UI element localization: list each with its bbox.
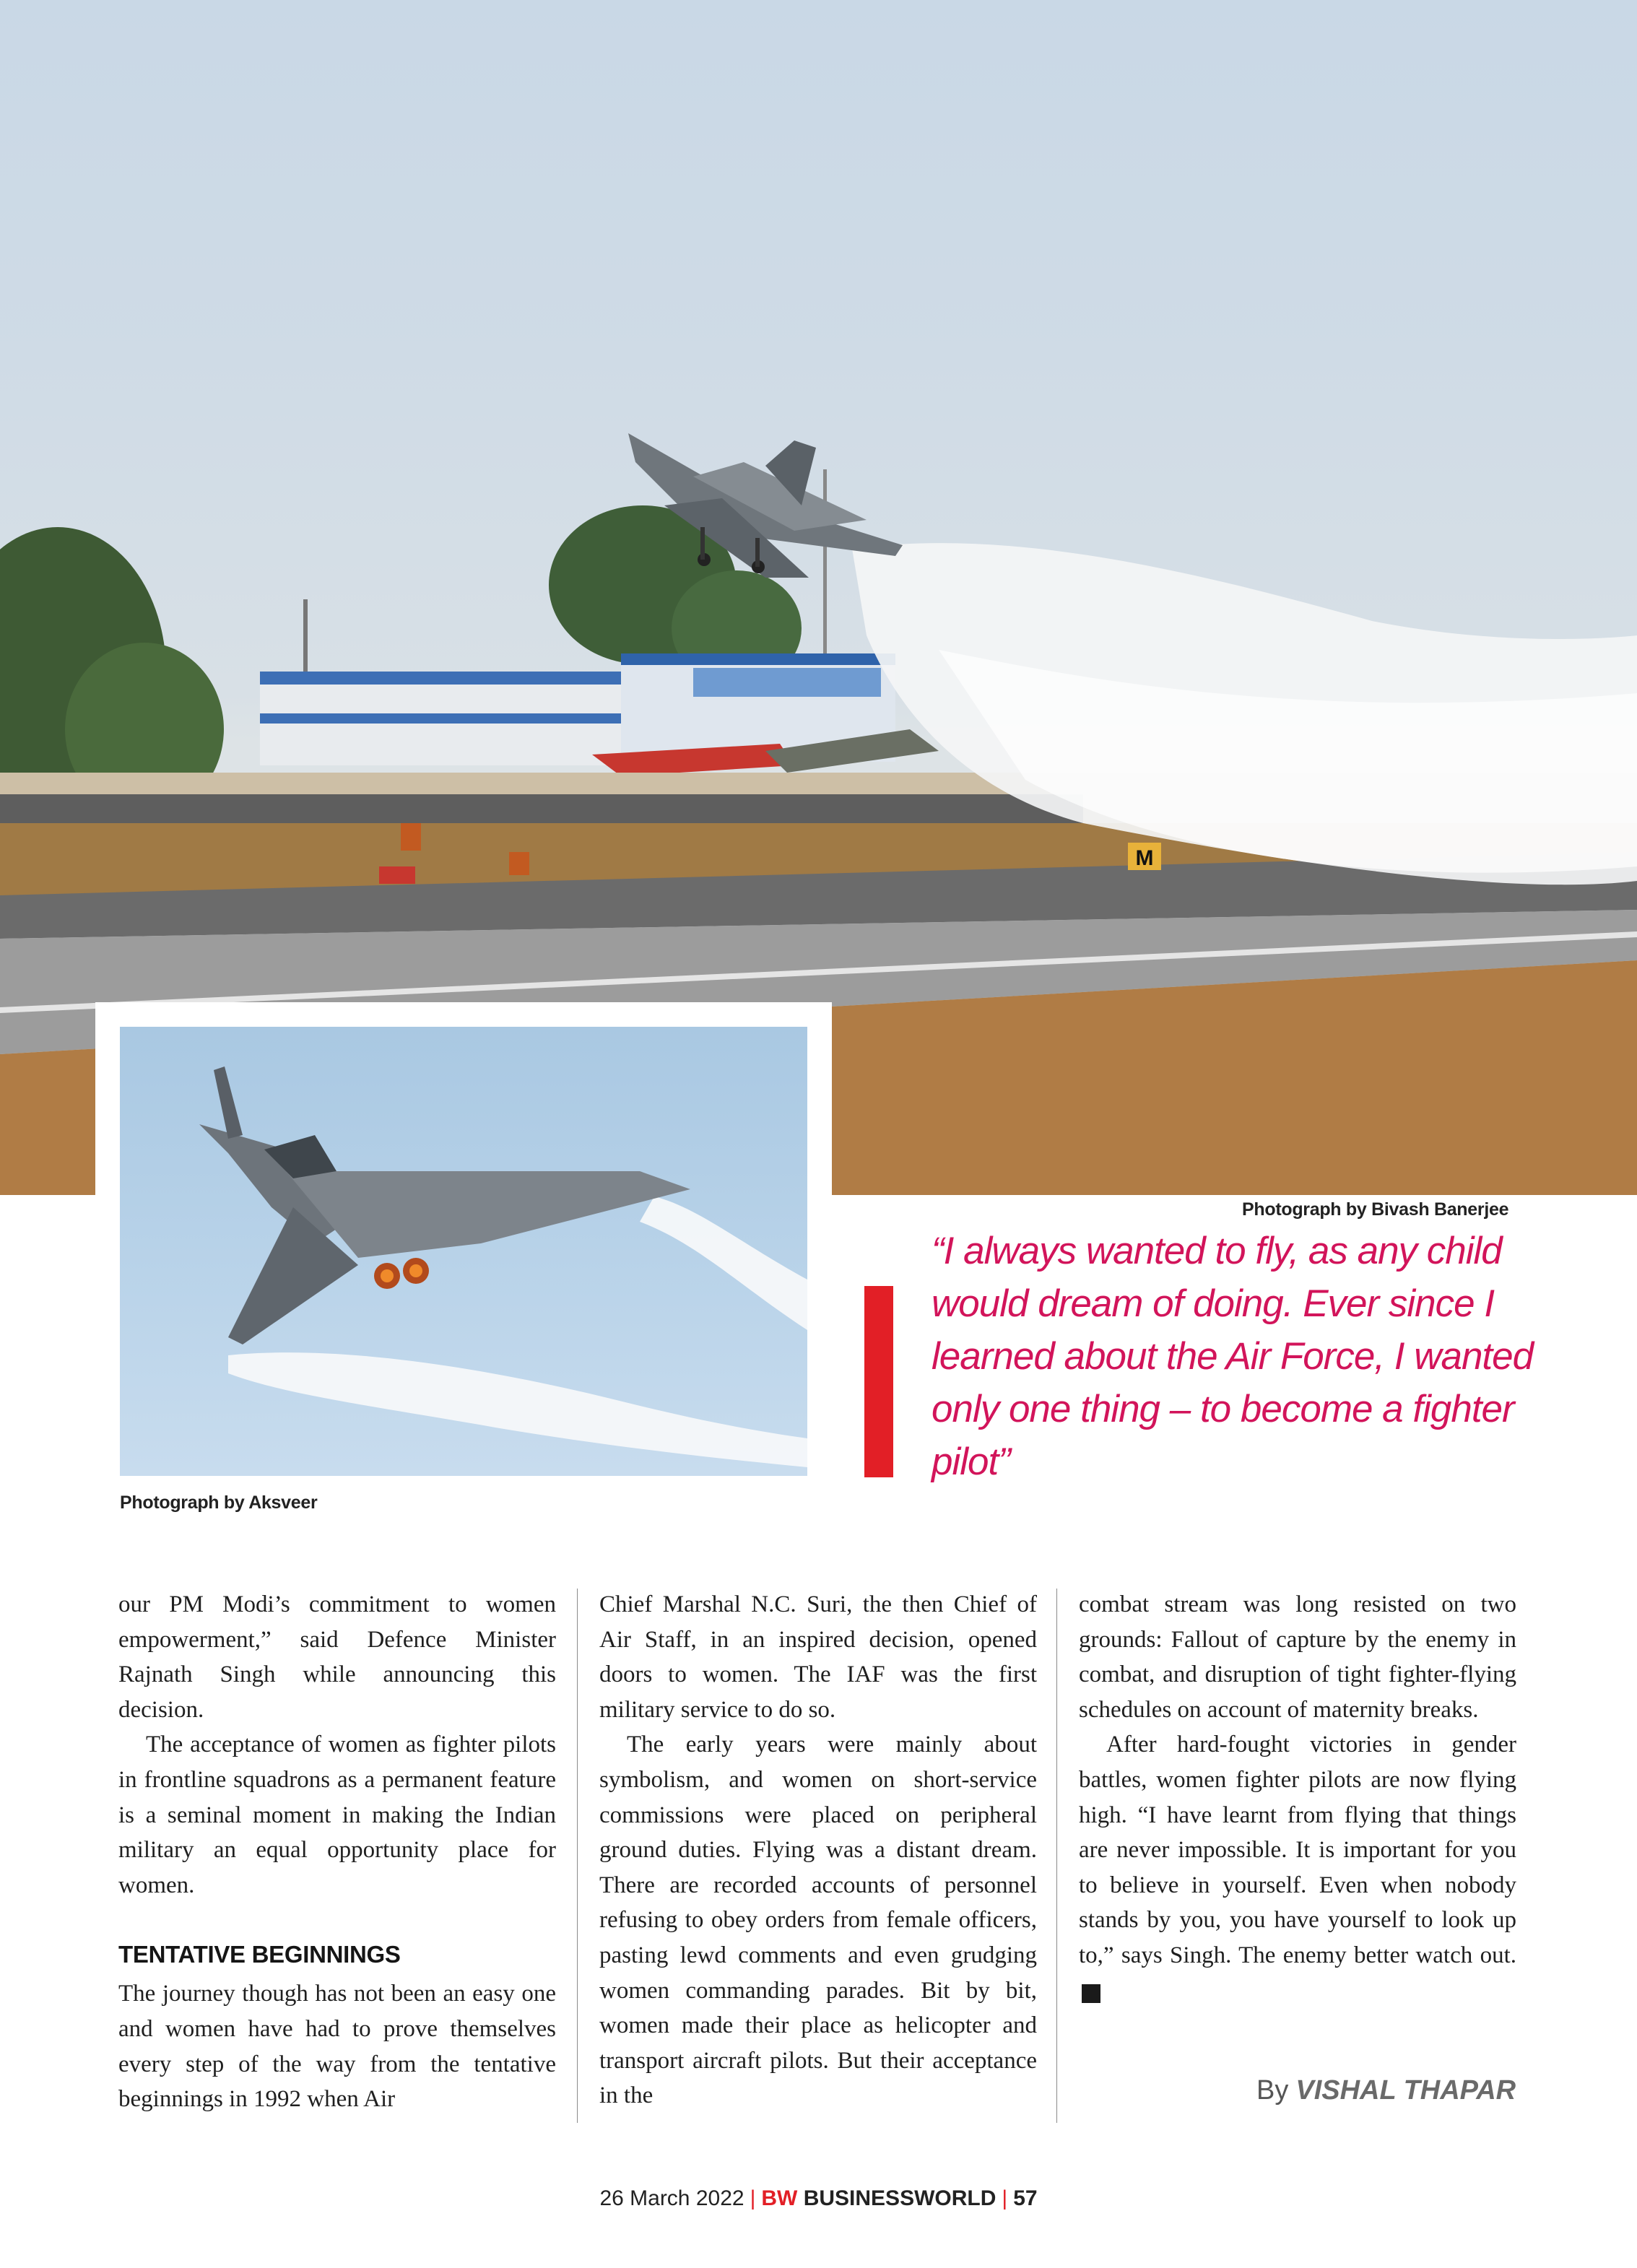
paragraph: The early years were mainly about symbolism, and women on short-service commissions were placed on peripheral ground duties. Flying was a distant dream. There are recorded accounts of personnel refusing to obey orders from female officers, pasting lewd comments and even grudging women commanding parades. Bit by bit, women made their place as helicopter and transport aircraft pilots. But their acceptance in the — [599, 1732, 1037, 2109]
paragraph: combat stream was long resisted on two grounds: Fallout of capture by the enemy in combat, and disruption of tight fighter-flying schedules on account of maternity breaks. — [1079, 1591, 1516, 1723]
article-column-1 — [118, 1587, 556, 2117]
smoke-trail — [640, 1196, 807, 1330]
paragraph: our PM Modi’s commitment to women empowerment,” said Defence Minister Rajnath Singh while announcing this decision. — [118, 1591, 556, 1723]
folio-separator: | — [750, 2186, 756, 2210]
byline — [1256, 2075, 1516, 2106]
runway-sign — [401, 823, 421, 851]
paragraph-text: After hard-fought victories in gender battles, women fighter pilots are now flying high. “I have learnt from flying that things are never impossible. It is important for you to believe in yourself. Even when nobody stands by you, you have yourself to look up to,” says Singh. The enemy better watch out. — [1079, 1732, 1516, 1968]
article-column-3 — [1079, 1587, 1516, 2008]
issue-date: 26 March 2022 — [599, 2186, 744, 2210]
pull-quote: “I always wanted to fly, as any child would dream of doing. Ever since I learned about the Air Force, I wanted only one thing – to become a fighter pilot” — [932, 1230, 1534, 1483]
column-divider — [1056, 1589, 1057, 2123]
runway-sign — [379, 866, 415, 884]
paragraph: The acceptance of women as fighter pilots in frontline squadrons as a permanent feature is a seminal moment in making the Indian military an equal opportunity place for women. — [118, 1732, 556, 1898]
folio-separator: | — [1002, 2186, 1008, 2210]
page-number: 57 — [1013, 2186, 1038, 2210]
taxiway — [0, 794, 1083, 823]
brand-logo-bw: BW — [761, 2186, 798, 2210]
section-subhead: TENTATIVE BEGINNINGS — [118, 1941, 401, 1968]
paragraph: The journey though has not been an easy one and women have had to prove themselves every step of the way from the tentative beginnings in 1992 when Air — [118, 1981, 556, 2113]
runway-sign — [509, 852, 529, 875]
byline-prefix: By — [1256, 2075, 1289, 2106]
paragraph — [1079, 1727, 1516, 2008]
hero-photo-credit: Photograph by Bivash Banerjee — [1242, 1199, 1509, 1220]
pull-quote-accent-bar — [864, 1286, 893, 1477]
fighter-jet-inset — [199, 1066, 690, 1344]
article-column-2 — [599, 1587, 1037, 2113]
byline-author: VISHAL THAPAR — [1295, 2075, 1516, 2106]
inset-photo-illustration — [120, 1027, 807, 1476]
magazine-name: BUSINESSWORLD — [803, 2186, 996, 2210]
column-divider — [577, 1589, 578, 2123]
page-folio — [0, 2186, 1637, 2211]
paragraph: Chief Marshal N.C. Suri, the then Chief of Air Staff, in an inspired decision, opened doors to women. The IAF was the first military service to do so. — [599, 1591, 1037, 1723]
end-of-article-mark: BW — [1082, 1984, 1100, 2003]
inset-photo-credit: Photograph by Aksveer — [120, 1493, 318, 1513]
smoke-trail — [228, 1352, 807, 1467]
inset-photo — [120, 1027, 807, 1476]
runway-marker-letter: M — [1135, 846, 1154, 870]
